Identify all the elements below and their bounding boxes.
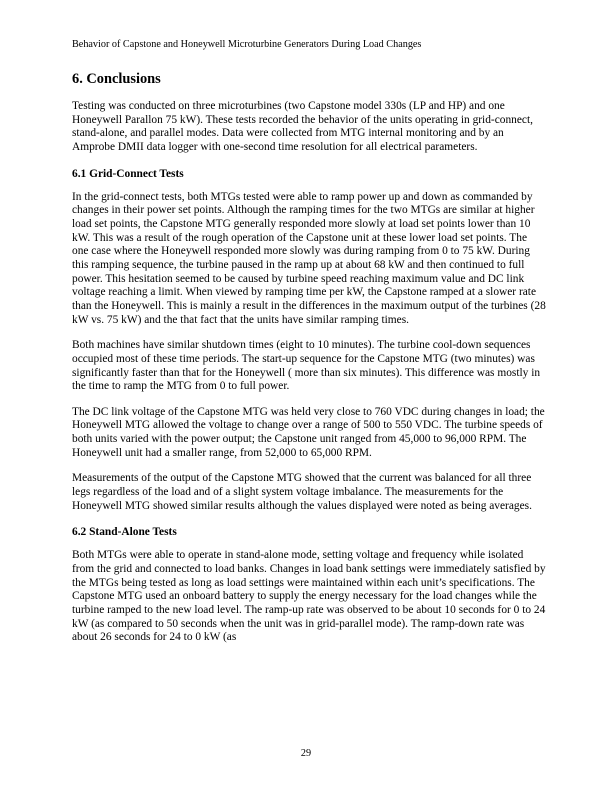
grid-connect-paragraph-4: Measurements of the output of the Capstone MTG showed that the current was balanced for all three legs regardless of the load and of a slight system voltage imbalance. The measurements for the Honeywell MTG showed similar results although the values displayed were noted as being averages. xyxy=(72,472,532,512)
stand-alone-paragraph-1: Both MTGs were able to operate in stand-alone mode, setting voltage and frequency while isolated from the grid and connected to load banks. Changes in load bank settings were immediately satisfied by the MTGs being tested as long as load settings were maintained within each unit’s specifications. The Capstone MTG used an onboard battery to supply the energy necessary for the load changes while the turbine ramped to the new load level. The ramp-up rate was observed to be about 10 seconds for 0 to 24 kW (as compared to 50 seconds when the unit was in grid-parallel mode). The ramp-down rate was about 26 seconds for 24 to 0 kW (as xyxy=(72,549,546,644)
page-content xyxy=(72,70,546,657)
subsection-heading-grid-connect: 6.1 Grid-Connect Tests xyxy=(72,167,184,180)
grid-connect-paragraph-1: In the grid-connect tests, both MTGs tested were able to ramp power up and down as commanded by changes in their power set points. Although the ramping times for the two MTGs are similar at higher load set points, the Capstone MTG generally responded more slowly at load set points lower than 10 kW. This was a result of the rough operation of the Capstone unit at these lower load set points. The one case where the Honeywell responded more slowly was during ramping from 0 to 75 kW. During this ramping sequence, the turbine paused in the ramp up at about 68 kW and then continued to full power. This hesitation seemed to be caused by turbine speed reaching maximum value and DC link voltage reaching a limit. When viewed by ramping time per kW, the Capstone ramped at a slower rate than the Honeywell. This is mainly a result in the differences in the maximum output of the turbines (28 kW vs. 75 kW) and the that fact that the units have similar ramping times. xyxy=(72,190,546,326)
page-number: 29 xyxy=(300,748,312,759)
intro-paragraph: Testing was conducted on three microturbines (two Capstone model 330s (LP and HP) and one Honeywell Parallon 75 kW). These tests recorded the behavior of the units operating in grid-connect, stand-alone, and parallel modes. Data were collected from MTG internal monitoring and by an Amprobe DMII data logger with one-second time resolution for all electrical parameters. xyxy=(72,100,533,153)
grid-connect-paragraph-2: Both machines have similar shutdown times (eight to 10 minutes). The turbine cool-down sequences occupied most of these time periods. The start-up sequence for the Capstone MTG (two minutes) was significantly faster than that for the Honeywell ( more than six minutes). This difference was mostly in the time to ramp the MTG from 0 to full power. xyxy=(72,339,541,393)
running-header: Behavior of Capstone and Honeywell Microturbine Generators During Load Changes xyxy=(72,39,422,50)
section-heading-conclusions: 6. Conclusions xyxy=(72,71,161,87)
grid-connect-paragraph-3: The DC link voltage of the Capstone MTG was held very close to 760 VDC during changes in load; the Honeywell MTG allowed the voltage to change over a range of 500 to 550 VDC. The turbine speeds of both units varied with the power output; the Capstone unit ranged from 45,000 to 96,000 RPM. The Honeywell unit had a smaller range, from 52,000 to 65,000 RPM. xyxy=(72,405,545,459)
subsection-heading-stand-alone: 6.2 Stand-Alone Tests xyxy=(72,526,177,539)
